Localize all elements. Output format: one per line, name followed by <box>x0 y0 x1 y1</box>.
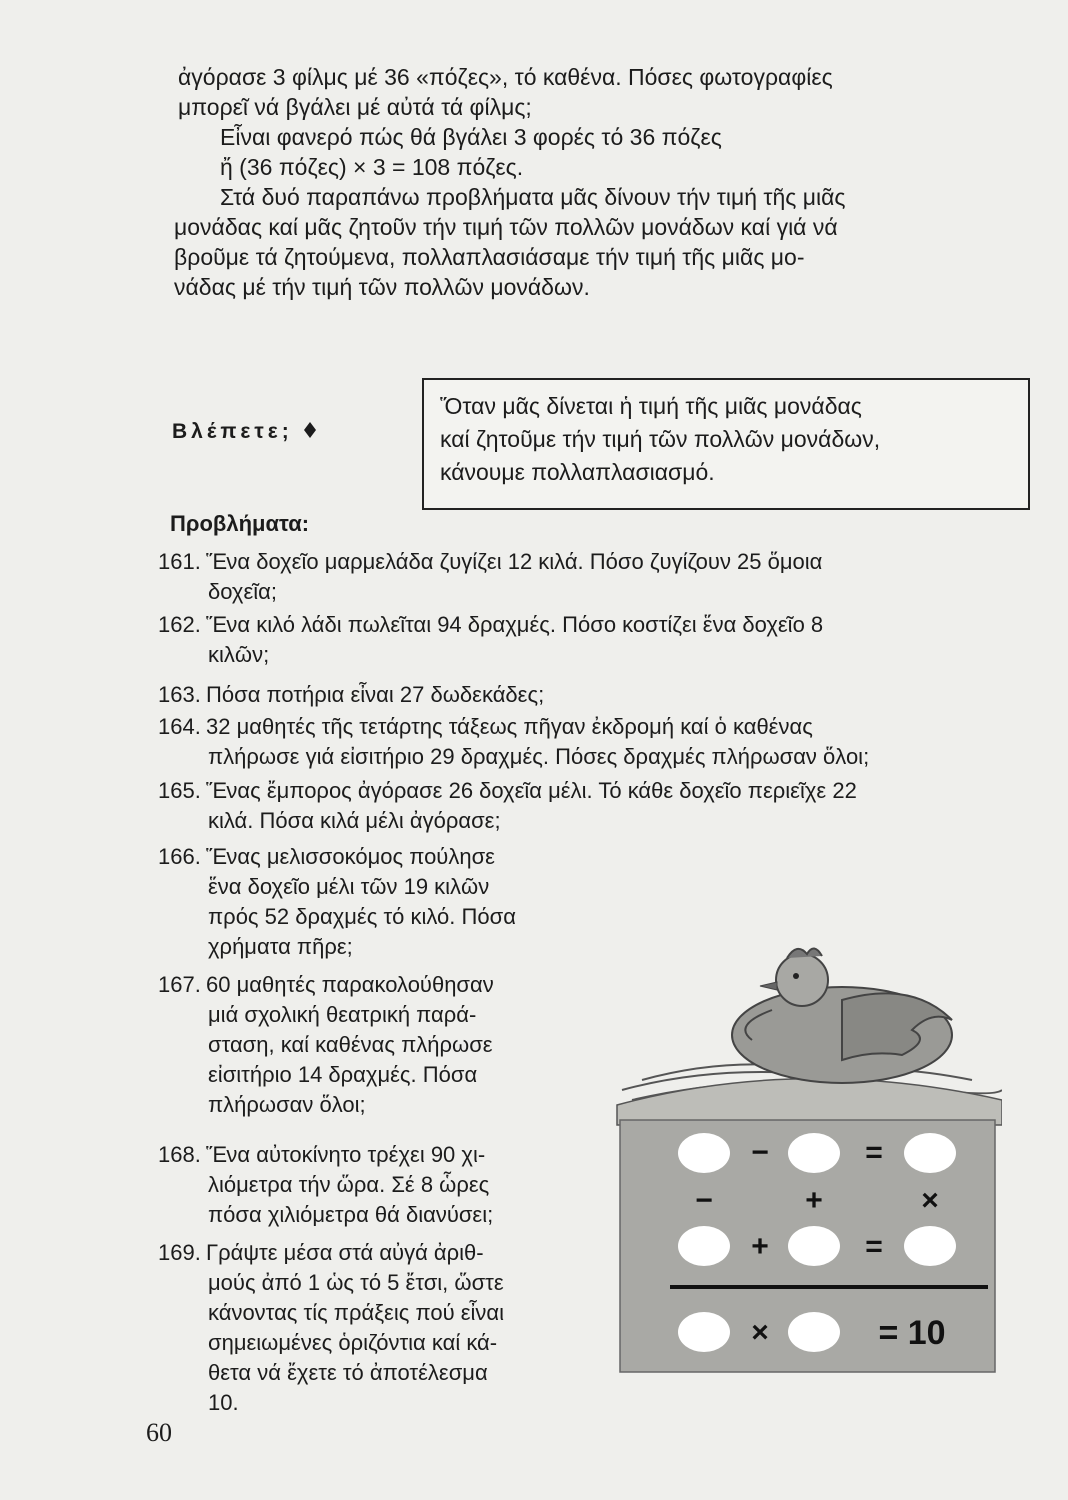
problem-text: λιόμετρα τήν ὥρα. Σέ 8 ὧρες <box>208 1172 490 1197</box>
rule-line: Ὅταν μᾶς δίνεται ἡ τιμή τῆς μιᾶς μονάδας <box>440 393 862 419</box>
problem-number: 161. <box>158 549 201 574</box>
pointer-icon <box>303 420 317 443</box>
equals-sign: = <box>865 1136 883 1169</box>
egg-slot[interactable] <box>788 1226 840 1266</box>
problem-text: πρός 52 δραχμές τό κιλό. Πόσα <box>208 904 516 929</box>
problem-number: 163. <box>158 682 201 707</box>
nest-base <box>617 1079 1002 1125</box>
problem-number: 164. <box>158 714 201 739</box>
intro-line: ἤ (36 πόζες) × 3 = 108 πόζες. <box>220 154 524 180</box>
problem-169 <box>158 1238 504 1418</box>
problem-164 <box>158 712 869 772</box>
problem-text: Ἕνα δοχεῖο μαρμελάδα ζυγίζει 12 κιλά. Πόσο ζυγίζουν 25 ὅμοια <box>206 549 823 574</box>
problem-text: 60 μαθητές παρακολούθησαν <box>206 972 494 997</box>
minus-sign: − <box>751 1136 769 1169</box>
intro-line: βροῦμε τά ζητούμενα, πολλαπλασιάσαμε τήν τιμή τῆς μιᾶς μο- <box>174 244 805 270</box>
problem-text: Ἕνα κιλό λάδι πωλεῖται 94 δραχμές. Πόσο κοστίζει ἕνα δοχεῖο 8 <box>206 612 824 637</box>
problem-text: 10. <box>208 1390 239 1415</box>
see-label-text: Βλέπετε; <box>172 420 293 443</box>
intro-line: νάδας μέ τήν τιμή τῶν πολλῶν μονάδων. <box>174 274 590 300</box>
problem-text: κιλῶν; <box>208 642 270 667</box>
problem-text: κιλά. Πόσα κιλά μέλι ἀγόρασε; <box>208 808 501 833</box>
problem-text: εἰσιτήριο 14 δραχμές. Πόσα <box>208 1062 478 1087</box>
rule-line: καί ζητοῦμε τήν τιμή τῶν πολλῶν μονάδων, <box>440 426 881 452</box>
egg-slot[interactable] <box>678 1226 730 1266</box>
problem-text: δοχεῖα; <box>208 579 277 604</box>
intro-line: Στά δυό παραπάνω προβλήματα μᾶς δίνουν τήν τιμή τῆς μιᾶς <box>220 184 846 210</box>
problem-number: 168. <box>158 1142 201 1167</box>
problem-number: 166. <box>158 844 201 869</box>
problem-168 <box>158 1140 493 1230</box>
intro-line: ἀγόρασε 3 φίλμς μέ 36 «πόζες», τό καθένα. Πόσες φωτογραφίες <box>178 64 833 90</box>
problem-text: χρήματα πῆρε; <box>208 934 353 959</box>
problem-text: πόσα χιλιόμετρα θά διανύσει; <box>208 1202 494 1227</box>
problem-163 <box>158 680 544 710</box>
problem-text: θετα νά ἔχετε τό ἀποτέλεσμα <box>208 1360 488 1385</box>
problem-number: 169. <box>158 1240 201 1265</box>
plus-sign: + <box>751 1230 769 1263</box>
intro-paragraph <box>170 62 1040 302</box>
minus-sign: − <box>695 1184 713 1217</box>
problem-text: Γράψτε μέσα στά αὐγά ἀριθ- <box>206 1240 484 1265</box>
egg-puzzle-svg <box>612 940 1002 1380</box>
plus-sign: + <box>805 1184 823 1217</box>
problem-text: 32 μαθητές τῆς τετάρτης τάξεως πῆγαν ἐκδρομή καί ὁ καθένας <box>206 714 813 739</box>
problem-text: κάνοντας τίς πράξεις πού εἶναι <box>208 1300 505 1325</box>
result-divider <box>670 1285 988 1289</box>
problem-161 <box>158 547 822 607</box>
times-sign: × <box>751 1316 769 1349</box>
egg-slot[interactable] <box>904 1226 956 1266</box>
problem-162 <box>158 610 823 670</box>
intro-line: Εἶναι φανερό πώς θά βγάλει 3 φορές τό 36 πόζες <box>220 124 722 150</box>
problem-text: σταση, καί καθένας πλήρωσε <box>208 1032 493 1057</box>
problem-text: Ἕνας μελισσοκόμος πούλησε <box>206 844 495 869</box>
problem-number: 162. <box>158 612 201 637</box>
problem-text: σημειωμένες ὁριζόντια καί κά- <box>208 1330 498 1355</box>
problem-text: μούς ἀπό 1 ὡς τό 5 ἔτσι, ὥστε <box>208 1270 504 1295</box>
problem-text: Ἕνας ἔμπορος ἀγόρασε 26 δοχεῖα μέλι. Τό κάθε δοχεῖο περιεῖχε 22 <box>206 778 857 803</box>
problem-text: ἕνα δοχεῖο μέλι τῶν 19 κιλῶν <box>208 874 490 899</box>
problem-text: πλήρωσε γιά εἰσιτήριο 29 δραχμές. Πόσες δραχμές πλήρωσαν ὅλοι; <box>208 744 870 769</box>
problem-165 <box>158 776 857 836</box>
equals-sign: = <box>865 1230 883 1263</box>
egg-slot[interactable] <box>788 1133 840 1173</box>
egg-slot[interactable] <box>678 1133 730 1173</box>
intro-line: μπορεῖ νά βγάλει μέ αὐτά τά φίλμς; <box>178 94 532 120</box>
rule-line: κάνουμε πολλαπλασιασμό. <box>440 459 715 485</box>
see-label <box>172 420 317 444</box>
egg-slot[interactable] <box>788 1312 840 1352</box>
problem-number: 165. <box>158 778 201 803</box>
problem-text: μιά σχολική θεατρική παρά- <box>208 1002 477 1027</box>
problems-heading: Προβλήματα: <box>170 511 310 536</box>
problem-number: 167. <box>158 972 201 997</box>
problem-166 <box>158 842 516 962</box>
rule-box <box>422 378 1030 510</box>
problem-text: Ἕνα αὐτοκίνητο τρέχει 90 χι- <box>206 1142 486 1167</box>
intro-line: μονάδας καί μᾶς ζητοῦν τήν τιμή τῶν πολλῶν μονάδων καί γιά νά <box>174 214 838 240</box>
times-sign: × <box>921 1184 939 1217</box>
problem-167 <box>158 970 494 1120</box>
problem-text: Πόσα ποτήρια εἶναι 27 δωδεκάδες; <box>206 682 545 707</box>
egg-slot[interactable] <box>904 1133 956 1173</box>
problem-text: πλήρωσαν ὅλοι; <box>208 1092 366 1117</box>
egg-slot[interactable] <box>678 1312 730 1352</box>
page-number: 60 <box>146 1418 172 1447</box>
egg-puzzle-illustration <box>612 940 1002 1380</box>
result-ten: = 10 <box>878 1314 946 1352</box>
hen-icon <box>732 948 952 1083</box>
